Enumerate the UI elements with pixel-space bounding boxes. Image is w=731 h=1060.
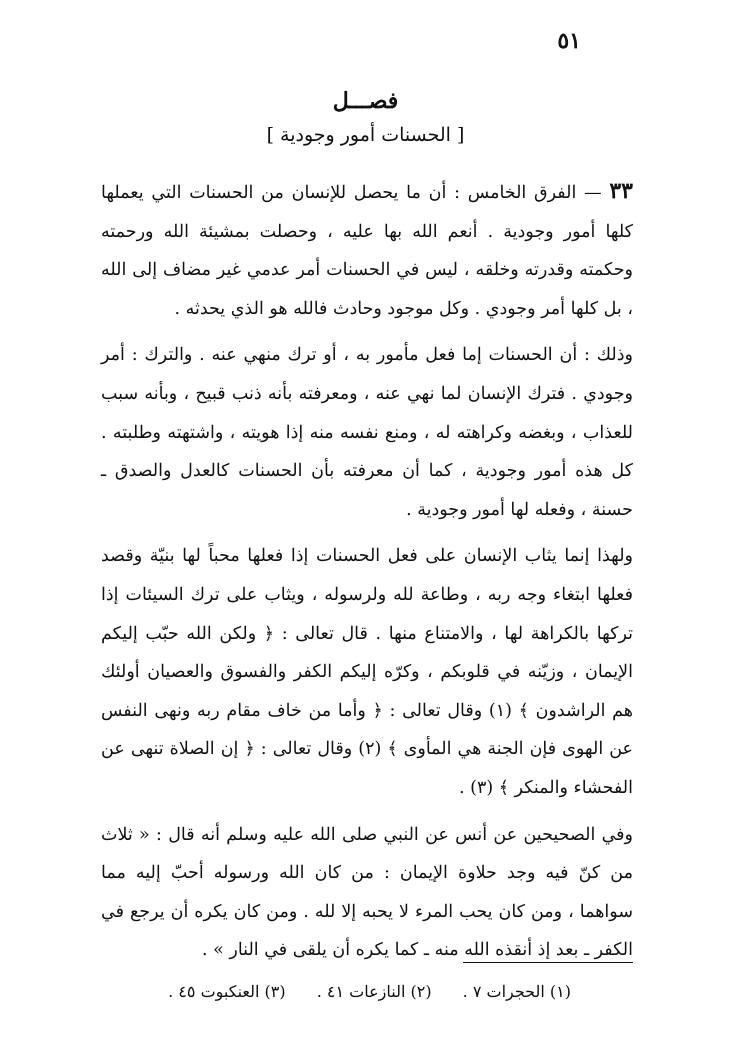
page-number: ٥١ bbox=[557, 28, 581, 54]
footnotes bbox=[142, 982, 571, 1001]
paragraph-text: — الفرق الخامس : أن ما يحصل للإنسان من الحسنات التي يعملها كلها أمور وجودية . أنعم الله بها عليه ، وحصلت بمشيئة الله ورحمته وحكمته وقدرته وخلقه ، ليس في الحسنات أمر عدمي غير مضاف إلى الله ، بل كلها أمر وجودي . وكل موجود وحادث فالله هو الذي يحدثه . bbox=[101, 183, 633, 319]
footnote: (٣) العنكبوت ٤٥ . bbox=[168, 982, 286, 1001]
section-subtitle: [ الحسنات أمور وجودية ] bbox=[266, 124, 465, 146]
paragraph-number: ٣٣ bbox=[609, 178, 633, 204]
body-text bbox=[101, 172, 633, 978]
paragraph: وفي الصحيحين عن أنس عن النبي صلى الله عليه وسلم أنه قال : « ثلاث من كنّ فيه وجد حلاوة الإيمان : من كان الله ورسوله أحبّ إليه مما سواهما ، ومن كان يحب المرء لا يحبه إلا لله . ومن كان يكره أن يرجع في الكفر ـ بعد إذ أنقذه الله منه ـ كما يكره أن يلقى في النار » . bbox=[101, 824, 633, 961]
footnote: (٢) النازعات ٤١ . bbox=[316, 982, 432, 1001]
footnote: (١) الحجرات ٧ . bbox=[462, 982, 571, 1001]
section-title: فصـــل bbox=[332, 88, 399, 114]
paragraph bbox=[101, 172, 633, 328]
paragraph: وذلك : أن الحسنات إما فعل مأمور به ، أو ترك منهي عنه . والترك : أمر وجودي . فترك الإنسان لما نهي عنه ، ومعرفته بأنه ذنب قبيح ، وبأنه سبب للعذاب ، وبغضه وكراهته له ، ومنع نفسه منه إذا هويته ، واشتهته وطلبته . كل هذه أمور وجودية ، كما أن معرفته بأن الحسنات كالعدل والصدق ـ حسنة ، وفعله لها أمور وجودية . bbox=[101, 345, 633, 520]
paragraph: ولهذا إنما يثاب الإنسان على فعل الحسنات إذا فعلها محباً لها بنيّة وقصد فعلها ابتغاء وجه ربه ، وطاعة لله ولرسوله ، ويثاب على ترك السيئات إذا تركها بالكراهة لها ، والامتناع منها . قال تعالى : ﴿ ولكن الله حبّب إليكم الإيمان ، وزيّنه في قلوبكم ، وكرّه إليكم الكفر والفسوق والعصيان أولئك هم الراشدون ﴾ (١) وقال تعالى : ﴿ وأما من خاف مقام ربه ونهى النفس عن الهوى فإن الجنة هي المأوى ﴾ (٢) وقال تعالى : ﴿ إن الصلاة تنهى عن الفحشاء والمنكر ﴾ (٣) . bbox=[101, 546, 633, 798]
footnote-divider bbox=[463, 962, 633, 963]
